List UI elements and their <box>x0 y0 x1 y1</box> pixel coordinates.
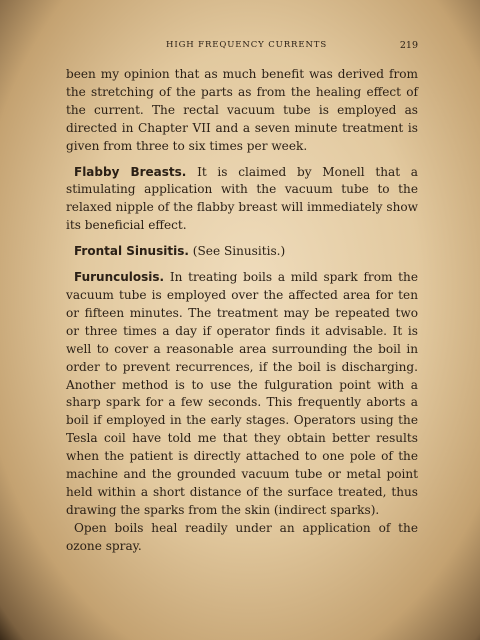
body-text <box>66 66 418 556</box>
paragraph-text: been my opinion that as much benefit was derived from the stretching of the parts as from the healing effect of the current. The rectal vacuum tube is employed as directed in Chapter VII and a seven minute treatment is given from three to six times per week. <box>66 67 418 153</box>
paragraph-flabby-breasts <box>66 164 418 236</box>
paragraph-continuation <box>66 66 418 156</box>
paragraph-text: In treating boils a mild spark from the vacuum tube is employed over the affected area for ten or fifteen minutes. The treatment may be repeated two or three times a day if operator finds it advisable. It is well to cover a reasonable area surrounding the boil in order to prevent recurrences, if the boil is discharging. Another method is to use the fulguration point with a sharp spark for a few seconds. This frequently aborts a boil if employed in the early stages. Operators using the Tesla coil have told me that they obtain better results when the patient is directly attached to one pole of the machine and the grounded vacuum tube or metal point held within a short distance of the surface treated, thus drawing the sparks from the skin (indirect sparks). <box>66 270 418 517</box>
page-header <box>66 40 418 54</box>
entry-term: Furunculosis. <box>74 270 165 285</box>
paragraph-text: Open boils heal readily under an application of the ozone spray. <box>66 520 418 553</box>
paragraph-frontal-sinusitis <box>66 243 418 261</box>
paragraph-open-boils <box>66 520 418 556</box>
paragraph-text: (See Sinusitis.) <box>192 244 286 259</box>
paragraph-furunculosis <box>66 269 418 520</box>
paragraph-text: It is claimed by Monell that a stimulating application with the vacuum tube to the relaxed nipple of the flabby breast will immediately show its beneficial effect. <box>66 164 418 233</box>
page-number: 219 <box>399 40 418 51</box>
entry-term: Frontal Sinusitis. <box>74 244 189 259</box>
entry-term: Flabby Breasts. <box>74 164 187 179</box>
running-head: HIGH FREQUENCY CURRENTS <box>166 40 328 50</box>
